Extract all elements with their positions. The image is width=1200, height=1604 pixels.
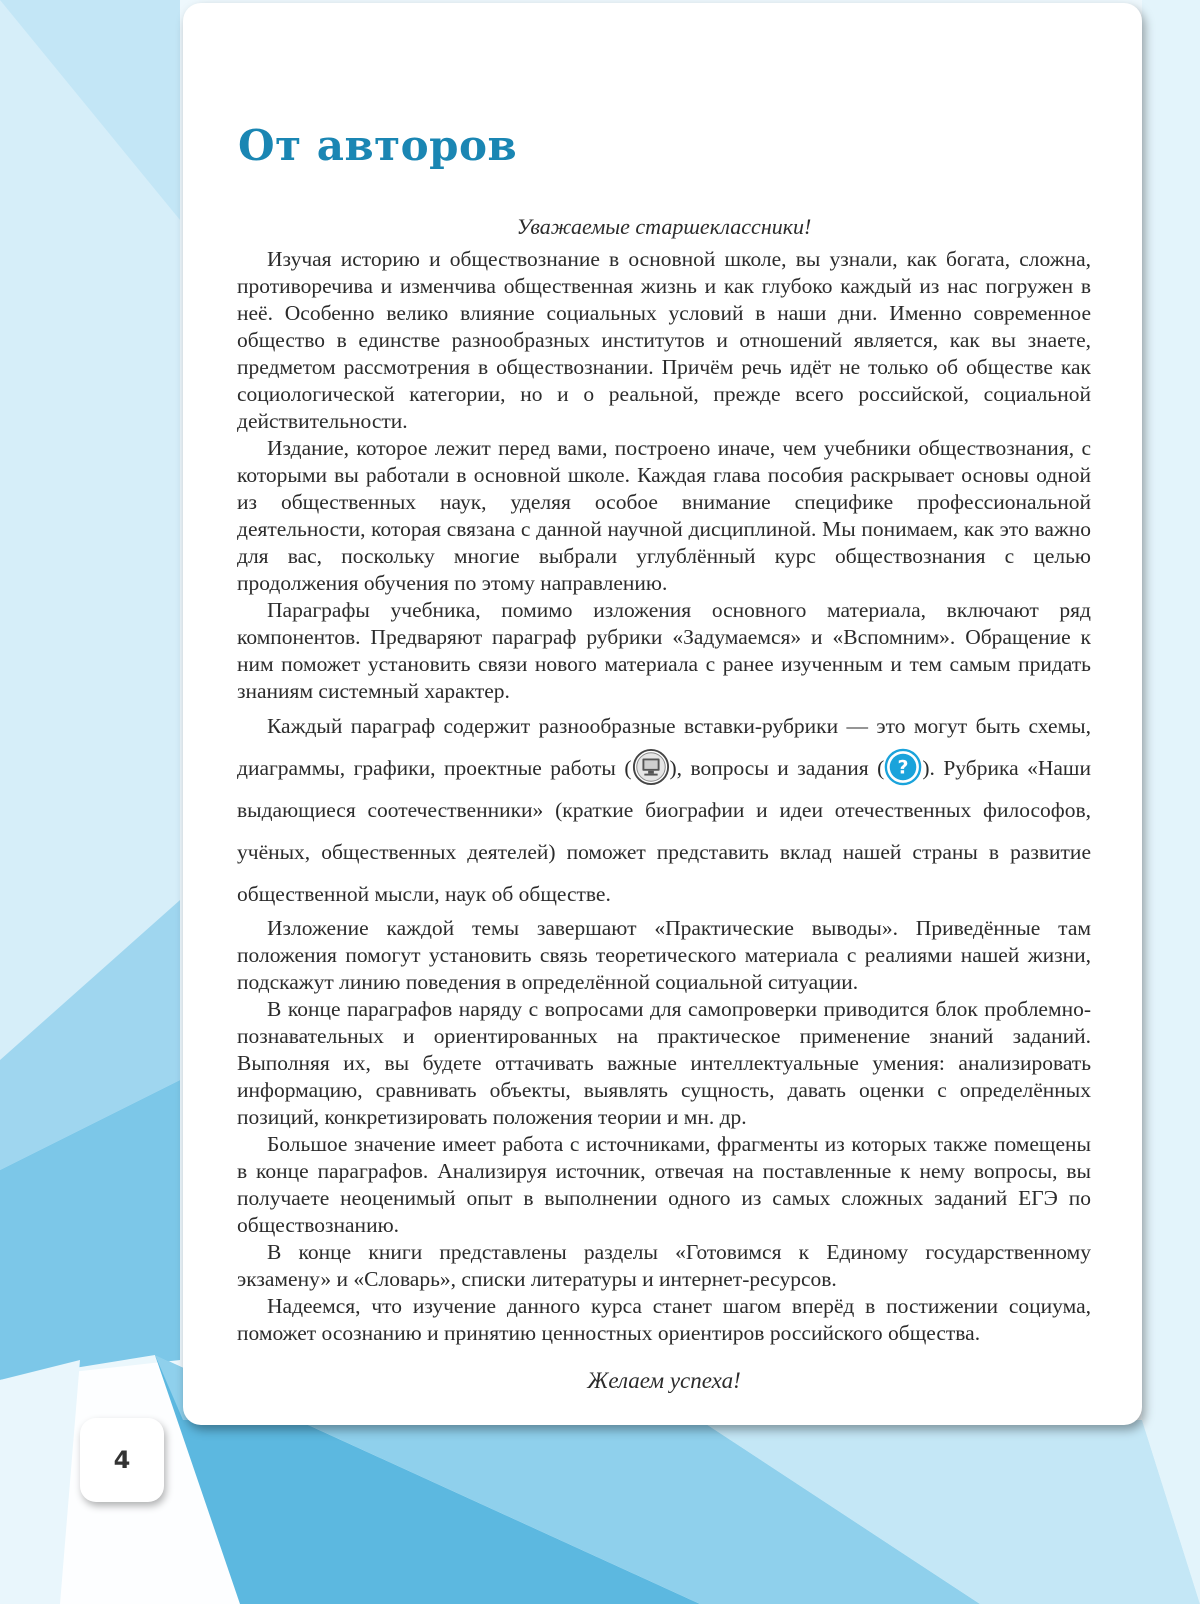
closing-phrase: Желаем успеха! xyxy=(587,1368,741,1394)
paragraph: Издание, которое лежит перед вами, построено иначе, чем учебники обществознания, с которыми вы работали в основной школе. Каждая глава пособия раскрывает основы одной из общественных наук, уделяя особое внимание специфике профессиональной деятельности, которая связана с данной научной дисциплиной. Мы понимаем, как это важно для вас, поскольку многие выбрали углублённый курс обществознания с целью продолжения обучения по этому направлению. xyxy=(237,436,1091,595)
svg-text:?: ? xyxy=(897,756,909,779)
paragraph: Большое значение имеет работа с источниками, фрагменты из которых также помещены в конце параграфов. Анализируя источник, отвечая на поставленные к нему вопросы, вы получаете неоценимый опыт в выполнении одного из самых сложных заданий ЕГЭ по обществознанию. xyxy=(237,1132,1091,1238)
paragraph: Параграфы учебника, помимо изложения основного материала, включают ряд компонентов. Предваряют параграф рубрики «Задумаемся» и «Вспомним». Обращение к ним поможет установить связи нового материала с ранее изученным и тем самым придать знаниям системный характер. xyxy=(237,598,1091,703)
paragraph: Надеемся, что изучение данного курса станет шагом вперёд в постижении социума, поможет осознанию и принятию ценностных ориентиров российского общества. xyxy=(237,1294,1091,1346)
text-body xyxy=(237,213,1091,1394)
question-icon xyxy=(884,748,922,786)
icon-paragraph-part2: ), вопросы и задания ( xyxy=(669,756,885,780)
paragraph: Изучая историю и обществознание в основной школе, вы узнали, как богата, сложна, противоречива и изменчива общественная жизнь и как глубоко каждый из нас погружен в неё. Особенно велико влияние социальных условий в наши дни. Именно современное общество в единстве разнообразных институтов и отношений является, как вы знаете, предметом рассмотрения в обществознании. Причём речь идёт не только об обществе как социологической категории, но и о реальной, прежде всего российской, социальной действительности. xyxy=(237,247,1091,433)
page-title: От авторов xyxy=(238,121,518,170)
computer-icon xyxy=(632,748,670,786)
icon-paragraph-part3: ). Рубрика «Наши выдающиеся соотечественники» (краткие биографии и идеи отечественных философов, учёных, общественных деятелей) поможет представить вклад нашей страны в развитие общественной мысли, наук об обществе. xyxy=(237,756,1091,907)
paragraph: В конце книги представлены разделы «Готовимся к Единому государственному экзамену» и «Словарь», списки литературы и интернет-ресурсов. xyxy=(237,1240,1091,1292)
paragraph: В конце параграфов наряду с вопросами для самопроверки приводится блок проблемно-познавательных и ориентированных на практическое применение знаний заданий. Выполняя их, вы будете оттачивать важные интеллектуальные умения: анализировать информацию, сравнивать объекты, выявлять сущность, давать оценки с определённых позиций, конкретизировать положения теории и мн. др. xyxy=(237,997,1091,1130)
paragraph-with-icons xyxy=(237,705,1091,915)
greeting: Уважаемые старшеклассники! xyxy=(516,214,812,239)
page-number: 4 xyxy=(80,1418,164,1502)
icon-paragraph-part1: Каждый параграф содержит разнообразные вставки-рубрики — это могут быть схемы, диаграммы, графики, проектные работы ( xyxy=(237,714,1091,780)
paragraph: Изложение каждой темы завершают «Практические выводы». Приведённые там положения помогут установить связь теоретического материала с реалиями нашей жизни, подскажут линию поведения в определённой социальной ситуации. xyxy=(237,916,1091,995)
page-card xyxy=(183,3,1142,1425)
